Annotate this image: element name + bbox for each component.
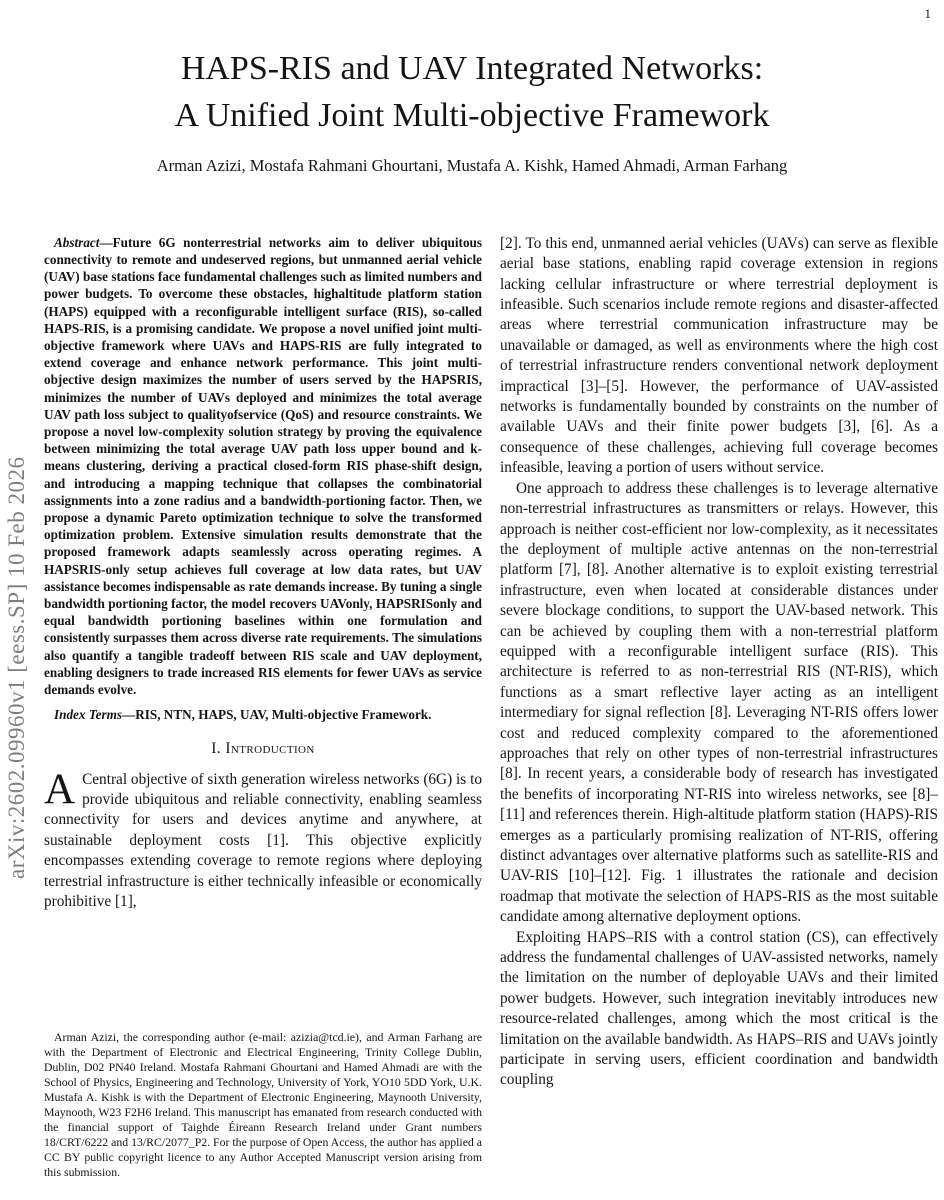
paper-title — [0, 46, 944, 140]
index-terms — [44, 706, 482, 723]
abstract — [44, 234, 482, 698]
abstract-text: —Future 6G nonterrestrial networks aim to deliver ubiquitous connectivity to remote and undeserved regions, but unmanned aerial vehicle (UAV) base stations face fundamental challenges such as limited numbers and power budgets. To overcome these obstacles, highaltitude platform station (HAPS) equipped with a reconfigurable intelligent surface (RIS), so-called HAPS-RIS, is a promising candidate. We propose a novel unified joint multi-objective framework where UAVs and HAPS-RIS are fully integrated to extend coverage and enhance network performance. This joint multi-objective design maximizes the number of users served by the HAPSRIS, minimizes the number of UAVs deployed and minimizes the total average UAV path loss subject to qualityofservice (QoS) and resource constraints. We propose a novel low-complexity solution strategy by proving the equivalence between minimizing the total average UAV path loss upper bound and k-means clustering, deriving a practical closed-form RIS phase-shift design, and introducing a mapping technique that collapses the combinatorial assignments into a zone radius and a bandwidth-portioning factor. Then, we propose a dynamic Pareto optimization technique to solve the transformed optimization problem. Extensive simulation results demonstrate that the proposed framework adapts seamlessly across operating regimes. A HAPSRIS-only setup achieves full coverage at low data rates, but UAV assistance becomes indispensable as rate demands increase. By tuning a single bandwidth portioning factor, the model recovers UAVonly, HAPSRISonly and equal bandwidth portioning baselines within one formulation and consistently surpasses them across diverse rate requirements. The simulations also quantify a tangible tradeoff between RIS scale and UAV deployment, enabling designers to trade increased RIS elements for fewer UAVs as service demands evolve. — [44, 234, 482, 698]
index-terms-text: —RIS, NTN, HAPS, UAV, Multi-objective Framework. — [122, 707, 432, 723]
right-column — [500, 234, 938, 1180]
body-paragraph: One approach to address these challenges is to leverage alternative non-terrestrial infrastructures as transmitters or relays. However, this approach is neither cost-efficient nor low-complexity, as it necessitates the deployment of multiple active antennas on the non-terrestrial platform [7], [8]. Another alternative is to exploit existing terrestrial infrastructure, even when located at considerable distances under severe blockage conditions, to support the UAV-based network. This can be achieved by coupling them with a non-terrestrial platform equipped with a reconfigurable intelligent surface (RIS). This architecture is referred to as non-terrestrial RIS (NT-RIS), which functions as a smart reflective layer acting as an intelligent intermediary for signal reflection [8]. Leveraging NT-RIS offers lower cost and reduced complexity compared to the aforementioned approaches that rely on other types of non-terrestrial infrastructures [8]. In recent years, a considerable body of research has investigated the benefits of incorporating NT-RIS into wireless networks, see [8]–[11] and references therein. High-altitude platform station (HAPS)-RIS emerges as a particularly promising realization of NT-RIS, offering distinct advantages over alternative platforms such as satellite-RIS and UAV-RIS [10]–[12]. Fig. 1 illustrates the rationale and decision roadmap that motivate the selection of HAPS-RIS as the most suitable candidate among alternative deployment options. — [500, 479, 938, 926]
title-line-2: A Unified Joint Multi-objective Framework — [174, 96, 770, 134]
author-affiliations-footnote: Arman Azizi, the corresponding author (e-mail: azizia@tcd.ie), and Arman Farhang are with the Department of Electronic and Electrical Engineering, Trinity College Dublin, Dublin, D02 PN40 Ireland. Mostafa Rahmani Ghourtani and Hamed Ahmadi are with the School of Physics, Engineering and Technology, University of York, YO10 5DD York, U.K. Mustafa A. Kishk is with the Department of Electronic Engineering, Maynooth University, Maynooth, W23 F2H6 Ireland. This manuscript has emanated from research conducted with the financial support of Taighde Éireann Research Ireland under Grant numbers 18/CRT/6222 and 13/RC/2077_P2. For the purpose of Open Access, the author has applied a CC BY public copyright licence to any Author Accepted Manuscript version arising from this submission. — [44, 1029, 483, 1179]
title-line-1: HAPS-RIS and UAV Integrated Networks: — [180, 50, 764, 87]
body-paragraph: Exploiting HAPS–RIS with a control station (CS), can effectively address the fundamental challenges of UAV-assisted networks, namely the limitation on the number of deployable UAVs and their limited power budgets. However, such integration inevitably introduces new resource-related challenges, among which the most critical is the limitation on the available bandwidth. As HAPS–RIS and UAVs jointly participate in serving users, efficient coordination and bandwidth coupling — [500, 928, 938, 1089]
left-column — [44, 234, 482, 1180]
intro-paragraph-text: Central objective of sixth generation wireless networks (6G) is to provide ubiquitous and reliable connectivity, enabling seamless connectivity for users and devices anytime and anywhere, at sustainable deployment costs [1]. This objective explicitly encompasses extending coverage to remote regions where deploying terrestrial infrastructure is either technically infeasible or economically prohibitive [1], — [44, 770, 482, 910]
abstract-label: Abstract — [54, 234, 100, 250]
intro-paragraph — [44, 765, 482, 913]
paper-header — [0, 0, 944, 176]
dropcap-letter: A — [44, 765, 76, 813]
index-terms-label: Index Terms — [54, 707, 123, 723]
section-heading-introduction: I. Introduction — [211, 739, 315, 757]
page-number: 1 — [924, 6, 931, 21]
arxiv-watermark: arXiv:2602.09960v1 [eess.SP] 10 Feb 2026 — [4, 456, 29, 880]
body-paragraph: [2]. To this end, unmanned aerial vehicles (UAVs) can serve as flexible aerial base stations, enabling rapid coverage extension in regions lacking cellular infrastructure or where terrestrial deployment is infeasible. Such scenarios include remote regions and disaster-affected areas where terrestrial communication infrastructure may be unavailable or damaged, as well as environments where the high cost of terrestrial infrastructure renders conventional network deployment impractical [3]–[5]. However, the performance of UAV-assisted networks is fundamentally bounded by constraints on the number of available UAVs and their finite power budgets [3], [6]. As a consequence of these challenges, achieving full coverage becomes infeasible, leaving a portion of users without service. — [500, 234, 938, 477]
two-column-body — [0, 234, 944, 1180]
authors-line: Arman Azizi, Mostafa Rahmani Ghourtani, Mustafa A. Kishk, Hamed Ahmadi, Arman Farhang — [156, 155, 788, 175]
